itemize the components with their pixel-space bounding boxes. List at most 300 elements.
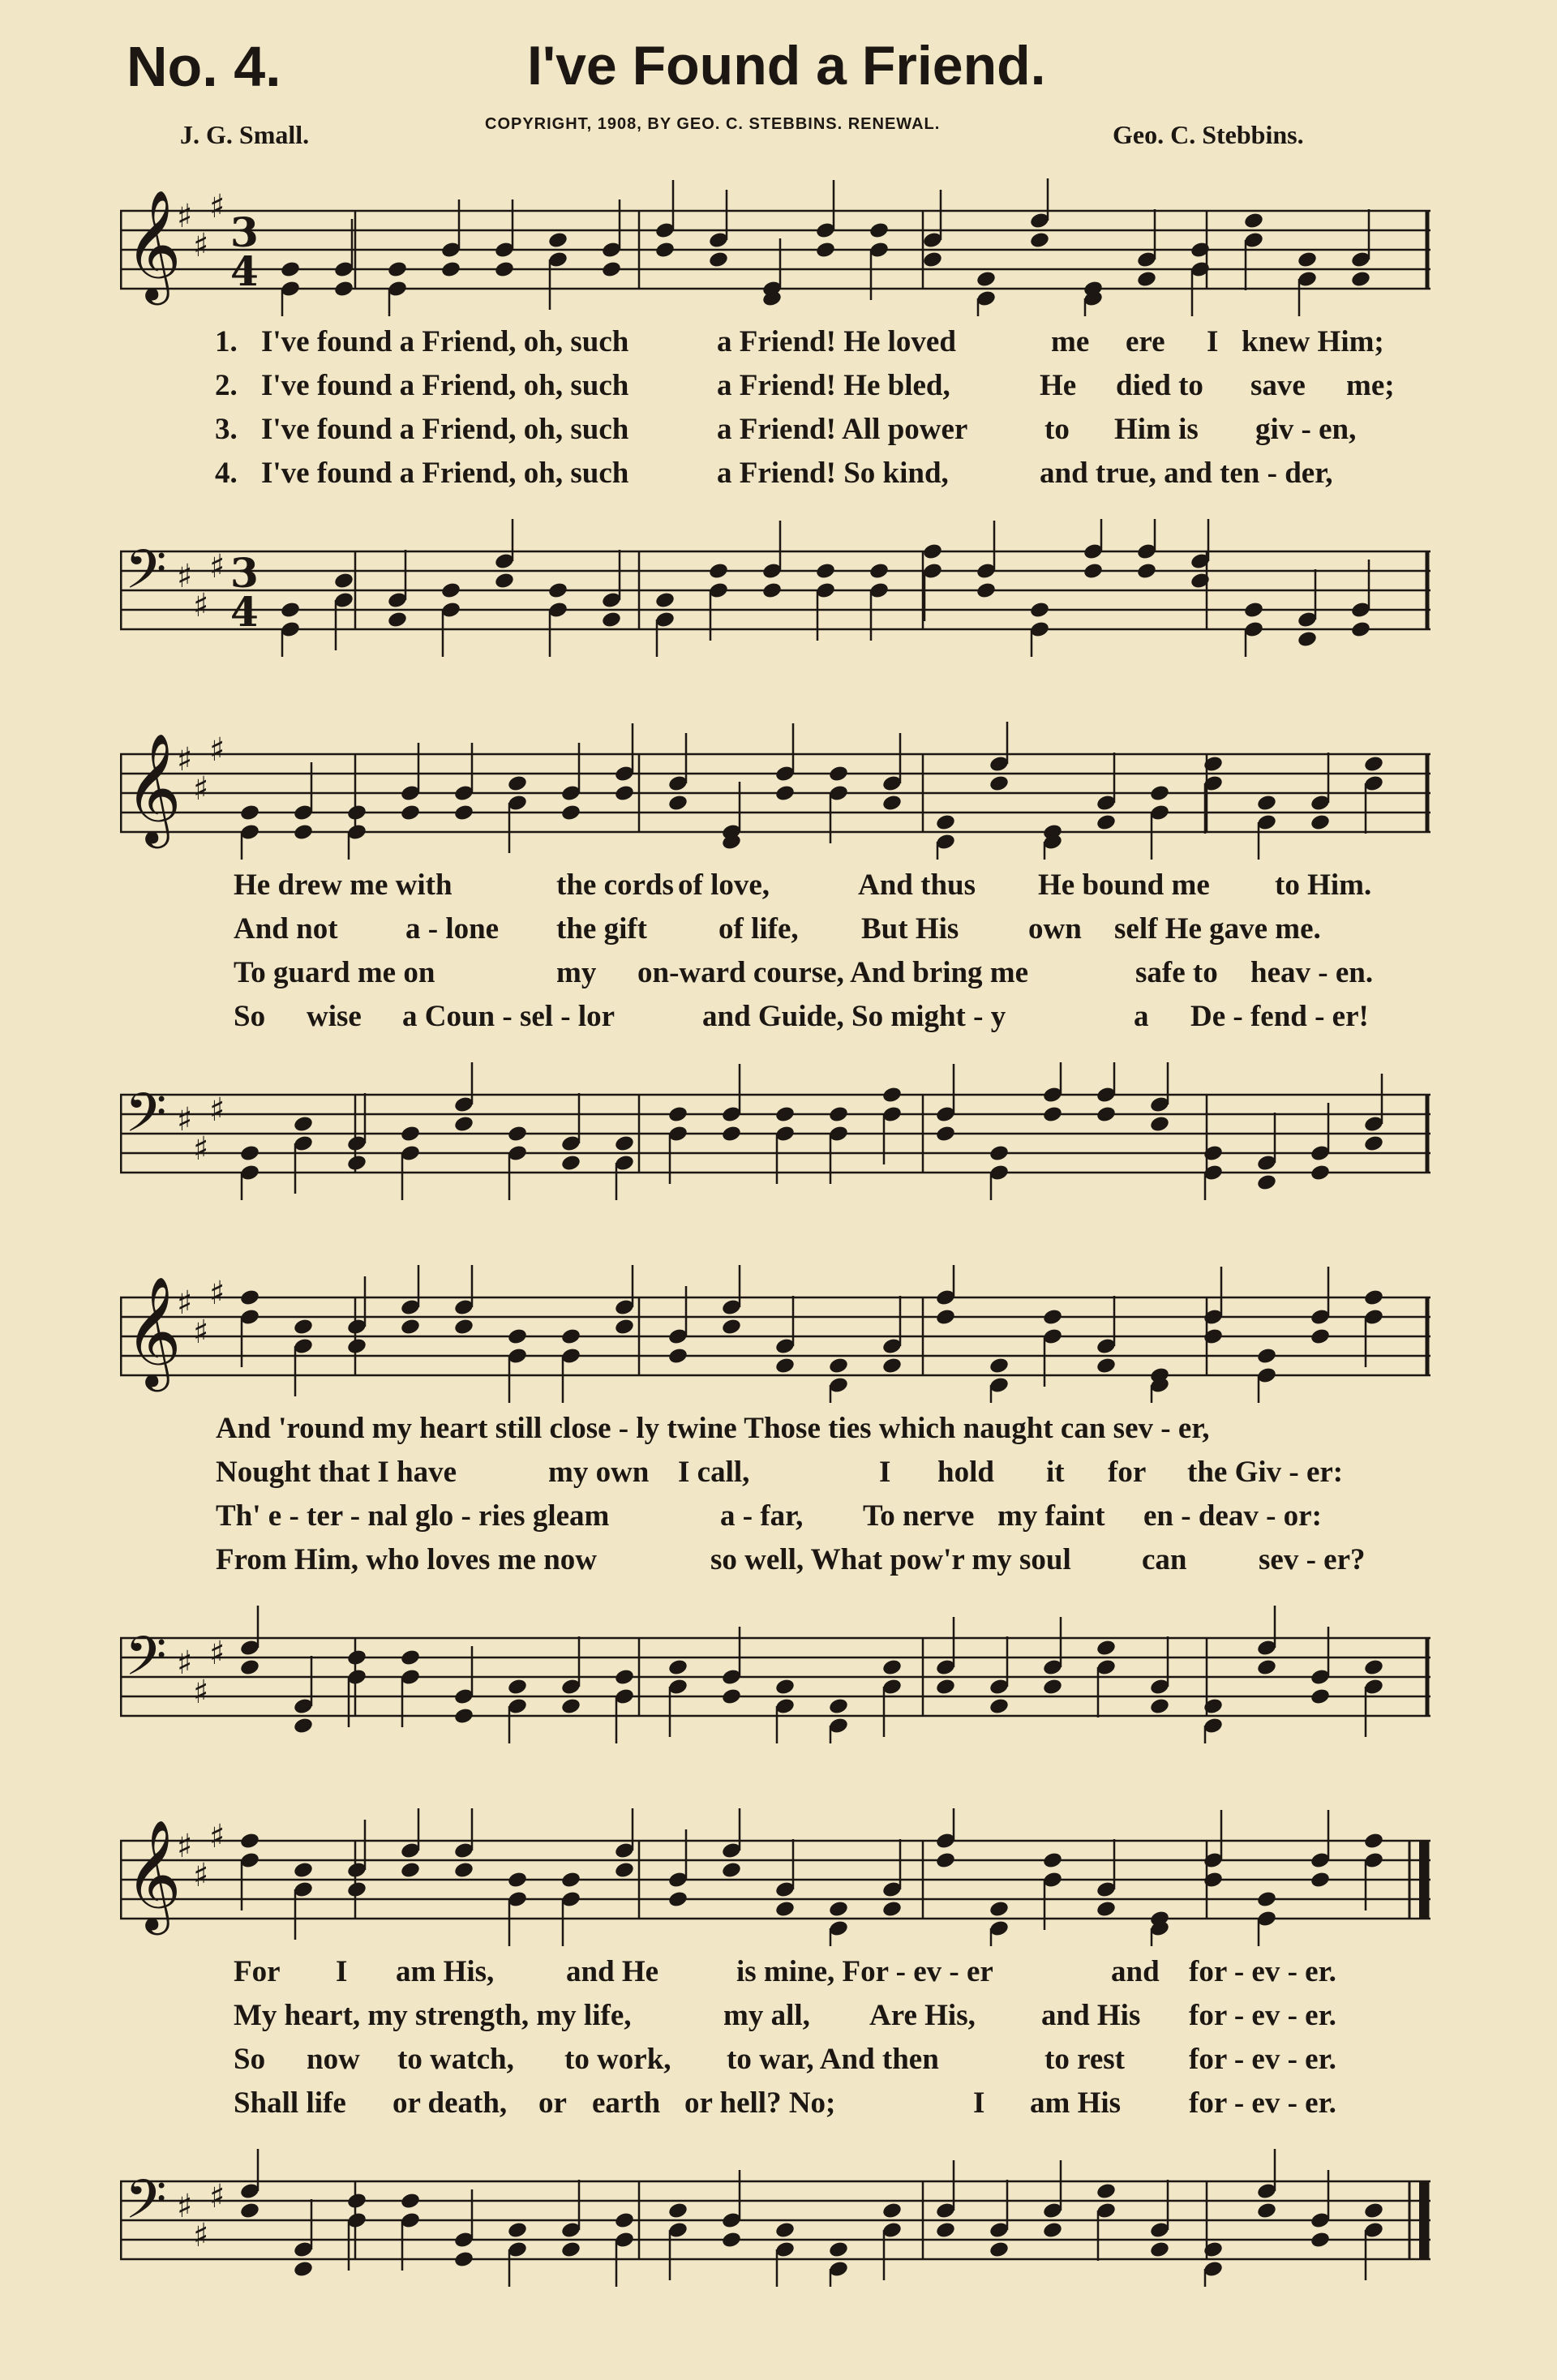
lyric-segment: So — [234, 2043, 266, 2076]
note-head — [828, 1105, 849, 1124]
note-head — [881, 1900, 903, 1919]
note-head — [1310, 1687, 1331, 1706]
note-head — [239, 804, 260, 822]
note-head — [560, 1327, 581, 1346]
bass-staff — [120, 2149, 1430, 2287]
note-head — [400, 2192, 421, 2211]
note-head — [614, 1668, 635, 1687]
lyric-segment: I — [879, 1456, 891, 1489]
lyric-segment: to — [1044, 413, 1070, 446]
note-head — [1310, 1164, 1331, 1182]
note-head — [614, 2211, 635, 2230]
lyric-segment: From Him, who loves me now — [216, 1543, 597, 1576]
lyric-segment: I — [973, 2086, 985, 2120]
note-head — [708, 562, 729, 581]
lyric-segment: a Coun - sel - lor — [402, 1000, 616, 1033]
note-head — [881, 2202, 903, 2220]
note-head — [333, 280, 354, 298]
lyric-segment: And not — [234, 912, 338, 946]
note-head — [989, 1900, 1010, 1919]
sharp-icon: ♯ — [193, 770, 209, 808]
note-head — [935, 2221, 956, 2240]
note-head — [1042, 1105, 1063, 1124]
note-head — [614, 1318, 635, 1336]
lyric-segment: For — [234, 1955, 281, 1988]
lyric-segment: and Guide, So might - y — [702, 1000, 1006, 1033]
verse-line-2 — [0, 368, 1557, 409]
note-head — [601, 611, 622, 629]
lyric-segment: a Friend! So kind, — [717, 457, 949, 490]
note-head — [989, 2241, 1010, 2259]
verse-line-3 — [0, 412, 1557, 452]
lyric-segment: of life, — [718, 912, 799, 946]
note-head — [494, 260, 515, 279]
note-head — [1350, 270, 1371, 289]
note-head — [1256, 1658, 1277, 1677]
note-head — [1256, 794, 1277, 813]
note-head — [440, 260, 461, 279]
lyric-segment: earth — [592, 2086, 661, 2120]
note-head — [654, 591, 676, 610]
note-head — [881, 1357, 903, 1375]
sharp-icon: ♯ — [209, 2178, 225, 2215]
note-head — [560, 2241, 581, 2259]
note-head — [1256, 1347, 1277, 1366]
note-head — [774, 1900, 796, 1919]
note-head — [400, 1861, 421, 1880]
verse-line-4 — [0, 2086, 1557, 2126]
bass-staff — [120, 519, 1430, 657]
note-head — [507, 2221, 528, 2240]
lyric-segment: knew Him; — [1242, 325, 1384, 358]
lyric-segment: my faint — [997, 1499, 1105, 1533]
verse-line-2 — [0, 1455, 1557, 1495]
lyric-segment: He drew me with — [234, 868, 453, 902]
note-head — [667, 2202, 688, 2220]
lyric-segment: I call, — [678, 1456, 750, 1489]
lyric-segment: the Giv - er: — [1187, 1456, 1344, 1489]
note-head — [774, 1678, 796, 1696]
lyric-segment: to watch, — [397, 2043, 514, 2076]
verse-line-3 — [0, 2042, 1557, 2082]
note-head — [1029, 231, 1050, 250]
sharp-icon: ♯ — [177, 1101, 193, 1139]
lyric-segment: self He gave me. — [1114, 912, 1321, 946]
note-head — [400, 1125, 421, 1143]
verse-line-1 — [0, 1411, 1557, 1452]
treble-staff — [120, 722, 1430, 860]
lyric-segment: en - deav - or: — [1143, 1499, 1322, 1533]
time-signature-top: 3 — [230, 208, 259, 256]
note-head — [815, 241, 836, 259]
note-head — [1256, 1173, 1277, 1192]
note-head — [1310, 1327, 1331, 1346]
lyric-segment: can — [1142, 1543, 1187, 1576]
note-head — [828, 1697, 849, 1716]
treble-clef-icon: 𝄞 — [125, 188, 182, 300]
lyric-segment: And 'round my heart still close - ly twine Those ties which naught can sev - er, — [216, 1412, 1210, 1445]
note-head — [239, 1658, 260, 1677]
note-head — [507, 1871, 528, 1889]
staff-lines — [120, 722, 1430, 860]
staff-lines — [120, 1606, 1430, 1743]
sharp-icon: ♯ — [177, 2188, 193, 2225]
lyric-segment: save — [1250, 369, 1306, 402]
note-head — [935, 1851, 956, 1870]
note-head — [1083, 562, 1104, 581]
note-head — [1297, 630, 1318, 649]
treble-staff — [120, 178, 1430, 316]
note-head — [280, 260, 301, 279]
note-head — [453, 2250, 474, 2269]
treble-clef-icon: 𝄞 — [125, 731, 182, 843]
note-head — [346, 1880, 367, 1899]
composer-credit: Geo. C. Stebbins. — [1113, 120, 1304, 149]
sharp-icon: ♯ — [193, 2217, 209, 2254]
lyric-segment: So — [234, 1000, 266, 1033]
note-head — [453, 1861, 474, 1880]
note-head — [1243, 212, 1264, 230]
note-head — [976, 581, 997, 600]
lyric-segment: But His — [861, 912, 959, 946]
note-head — [989, 1357, 1010, 1375]
note-head — [1042, 1308, 1063, 1327]
staff-lines — [120, 519, 1430, 657]
note-head — [440, 581, 461, 600]
lyric-segment: on-ward course, And bring me — [637, 956, 1029, 989]
bass-clef-icon: 𝄢 — [125, 1625, 167, 1700]
note-head — [453, 1115, 474, 1134]
note-head — [935, 1678, 956, 1696]
note-head — [280, 601, 301, 620]
note-head — [1029, 601, 1050, 620]
treble-staff — [120, 1808, 1430, 1946]
note-head — [1149, 1115, 1170, 1134]
note-head — [869, 562, 890, 581]
bass-staff — [120, 1606, 1430, 1743]
bass-staff — [120, 1062, 1430, 1200]
note-head — [708, 251, 729, 269]
final-bar-line — [1419, 2181, 1429, 2259]
lyric-segment: am His — [1030, 2086, 1122, 2120]
note-head — [1042, 2221, 1063, 2240]
note-head — [1363, 1658, 1384, 1677]
verse-line-4 — [0, 1542, 1557, 1583]
note-head — [293, 1861, 314, 1880]
note-head — [1149, 2241, 1170, 2259]
note-head — [239, 2202, 260, 2220]
verse-line-1 — [0, 1954, 1557, 1995]
verse-number: 4. — [215, 457, 238, 490]
note-head — [400, 1318, 421, 1336]
lyric-segment: it — [1046, 1456, 1065, 1489]
sharp-icon: ♯ — [177, 1828, 193, 1865]
verse-line-4 — [0, 456, 1557, 496]
note-head — [989, 774, 1010, 793]
note-head — [346, 1154, 367, 1173]
note-head — [667, 1890, 688, 1909]
note-head — [333, 572, 354, 590]
note-head — [547, 231, 568, 250]
lyric-segment: me — [1051, 325, 1090, 358]
lyric-segment: and true, and ten - der, — [1040, 457, 1333, 490]
note-head — [387, 611, 408, 629]
note-head — [560, 1871, 581, 1889]
note-head — [922, 542, 943, 561]
note-head — [1256, 2202, 1277, 2220]
staff-lines — [120, 2149, 1430, 2287]
sharp-icon: ♯ — [209, 188, 225, 225]
note-head — [828, 765, 849, 783]
sharp-icon: ♯ — [193, 1130, 209, 1168]
note-head — [721, 1125, 742, 1143]
lyric-segment: so well, What pow'r my soul — [710, 1543, 1071, 1576]
lyric-segment: the gift — [556, 912, 647, 946]
lyric-segment: now — [307, 2043, 360, 2076]
lyric-segment: Nought that I have — [216, 1456, 457, 1489]
note-head — [721, 1861, 742, 1880]
note-head — [507, 1327, 528, 1346]
note-head — [881, 1658, 903, 1677]
sharp-icon: ♯ — [193, 587, 209, 624]
verse-number: 3. — [215, 413, 238, 446]
note-head — [239, 1144, 260, 1163]
note-head — [721, 2231, 742, 2249]
sharp-icon: ♯ — [209, 1818, 225, 1855]
bass-clef-icon: 𝄢 — [125, 1082, 167, 1157]
lyric-segment: To guard me on — [234, 956, 435, 989]
verse-line-2 — [0, 1998, 1557, 2039]
lyric-segment: to work, — [564, 2043, 671, 2076]
note-head — [1096, 1639, 1117, 1657]
sharp-icon: ♯ — [193, 227, 209, 264]
verse-line-1 — [0, 868, 1557, 908]
lyric-segment: He bound me — [1038, 868, 1210, 902]
sharp-icon: ♯ — [177, 1645, 193, 1682]
lyric-segment: for - ev - er. — [1189, 2086, 1336, 2120]
sharp-icon: ♯ — [193, 1314, 209, 1351]
lyric-segment: And thus — [858, 868, 976, 902]
lyric-segment: my own — [548, 1456, 650, 1489]
note-head — [614, 784, 635, 803]
lyric-segment: I've found a Friend, oh, such — [261, 457, 629, 490]
verse-line-3 — [0, 955, 1557, 996]
lyric-segment: to rest — [1044, 2043, 1125, 2076]
sharp-icon: ♯ — [209, 1275, 225, 1312]
note-head — [1350, 620, 1371, 639]
note-head — [400, 1649, 421, 1667]
lyric-segment: for — [1108, 1456, 1147, 1489]
note-head — [935, 1308, 956, 1327]
note-head — [881, 794, 903, 813]
lyric-segment: Th' e - ter - nal glo - ries gleam — [216, 1499, 610, 1533]
lyric-segment: and — [1111, 1955, 1160, 1988]
note-head — [239, 1832, 260, 1850]
lyric-segment: wise — [307, 1000, 362, 1033]
lyric-segment: a — [1134, 1000, 1149, 1033]
note-head — [1363, 1134, 1384, 1153]
note-head — [989, 1144, 1010, 1163]
note-head — [667, 794, 688, 813]
note-head — [869, 221, 890, 240]
note-head — [774, 2221, 796, 2240]
verse-line-3 — [0, 1499, 1557, 1539]
note-head — [1096, 813, 1117, 832]
bass-clef-icon: 𝄢 — [125, 2168, 167, 2244]
lyric-segment: I've found a Friend, oh, such — [261, 413, 629, 446]
lyric-segment: a - lone — [405, 912, 500, 946]
treble-clef-icon: 𝄞 — [125, 1818, 182, 1930]
note-head — [346, 1649, 367, 1667]
staff-lines — [120, 178, 1430, 316]
lyric-segment: and He — [566, 1955, 659, 1988]
final-bar-line — [1419, 1841, 1429, 1919]
lyric-segment: me; — [1346, 369, 1395, 402]
bass-clef-icon: 𝄢 — [125, 538, 167, 614]
note-head — [239, 1289, 260, 1307]
note-head — [922, 251, 943, 269]
note-head — [721, 1687, 742, 1706]
note-head — [1149, 1697, 1170, 1716]
note-head — [293, 1717, 314, 1735]
note-head — [1363, 2202, 1384, 2220]
note-head — [976, 270, 997, 289]
lyric-segment: or — [538, 2086, 567, 2120]
lyric-segment: and His — [1041, 1999, 1141, 2032]
note-head — [828, 1900, 849, 1919]
note-head — [453, 1707, 474, 1726]
lyric-segment: Are His, — [869, 1999, 976, 2032]
note-head — [774, 1105, 796, 1124]
lyric-segment: or death, — [392, 2086, 508, 2120]
lyric-segment: a Friend! He loved — [717, 325, 956, 358]
note-head — [560, 1154, 581, 1173]
copyright-notice: COPYRIGHT, 1908, BY GEO. C. STEBBINS. RENEWAL. — [485, 115, 941, 133]
lyric-segment: I — [336, 1955, 348, 1988]
lyric-segment: to war, And then — [727, 2043, 939, 2076]
note-head — [1096, 1357, 1117, 1375]
note-head — [935, 1125, 956, 1143]
lyric-segment: safe to — [1135, 956, 1218, 989]
note-head — [1363, 1289, 1384, 1307]
note-head — [614, 1861, 635, 1880]
time-signature-top: 3 — [230, 549, 259, 597]
note-head — [507, 1125, 528, 1143]
lyric-segment: a Friend! He bled, — [717, 369, 950, 402]
sharp-icon: ♯ — [193, 1674, 209, 1711]
lyric-segment: sev - er? — [1259, 1543, 1366, 1576]
note-head — [387, 260, 408, 279]
note-head — [667, 1105, 688, 1124]
note-head — [1136, 562, 1157, 581]
note-head — [774, 784, 796, 803]
lyric-segment: I — [1207, 325, 1219, 358]
note-head — [547, 581, 568, 600]
note-head — [293, 2260, 314, 2279]
note-head — [400, 804, 421, 822]
lyric-segment: a Friend! All power — [717, 413, 968, 446]
lyric-segment: I've found a Friend, oh, such — [261, 325, 629, 358]
note-head — [1042, 1851, 1063, 1870]
note-head — [507, 774, 528, 793]
note-head — [989, 1697, 1010, 1716]
verse-line-4 — [0, 999, 1557, 1040]
sharp-icon: ♯ — [177, 741, 193, 778]
verse-number: 2. — [215, 369, 238, 402]
note-head — [1149, 784, 1170, 803]
lyric-segment: or hell? No; — [684, 2086, 836, 2120]
note-head — [774, 1357, 796, 1375]
verse-line-1 — [0, 324, 1557, 365]
note-head — [1310, 2231, 1331, 2249]
note-head — [601, 260, 622, 279]
lyric-segment: my all, — [723, 1999, 810, 2032]
note-head — [507, 1678, 528, 1696]
sharp-icon: ♯ — [177, 1284, 193, 1322]
note-head — [667, 1347, 688, 1366]
note-head — [453, 804, 474, 822]
note-head — [346, 1337, 367, 1356]
sharp-icon: ♯ — [209, 1091, 225, 1129]
note-head — [721, 1318, 742, 1336]
note-head — [761, 581, 783, 600]
note-head — [667, 1658, 688, 1677]
note-head — [1136, 270, 1157, 289]
lyric-segment: for - ev - er. — [1189, 2043, 1336, 2076]
verse-line-2 — [0, 911, 1557, 952]
lyric-segment: giv - en, — [1255, 413, 1357, 446]
lyric-segment: to Him. — [1275, 868, 1372, 902]
lyric-segment: the cords — [556, 868, 674, 902]
note-head — [494, 572, 515, 590]
note-head — [935, 813, 956, 832]
lyric-segment: De - fend - er! — [1190, 1000, 1369, 1033]
note-head — [346, 2192, 367, 2211]
note-head — [614, 1134, 635, 1153]
treble-staff — [120, 1265, 1430, 1403]
note-head — [1297, 251, 1318, 269]
note-head — [293, 1115, 314, 1134]
sharp-icon: ♯ — [209, 548, 225, 585]
note-head — [1363, 1832, 1384, 1850]
lyric-segment: heav - en. — [1250, 956, 1374, 989]
note-head — [1096, 1900, 1117, 1919]
staff-lines — [120, 1062, 1430, 1200]
note-head — [1042, 1678, 1063, 1696]
note-head — [1096, 2182, 1117, 2201]
lyric-segment: My heart, my strength, my life, — [234, 1999, 632, 2032]
note-head — [560, 804, 581, 822]
lyric-segment: hold — [937, 1456, 994, 1489]
lyric-segment: my — [556, 956, 597, 989]
note-head — [828, 1357, 849, 1375]
note-head — [881, 1086, 903, 1104]
note-head — [1310, 1871, 1331, 1889]
note-head — [815, 562, 836, 581]
lyric-segment: Him is — [1114, 413, 1199, 446]
lyric-segment: ere — [1126, 325, 1165, 358]
note-head — [560, 1697, 581, 1716]
sharp-icon: ♯ — [209, 1635, 225, 1672]
sharp-icon: ♯ — [177, 558, 193, 595]
note-head — [1243, 601, 1264, 620]
lyric-segment: own — [1028, 912, 1082, 946]
staff-lines — [120, 1808, 1430, 1946]
time-signature-bottom: 4 — [230, 247, 259, 295]
note-head — [654, 241, 676, 259]
note-head — [1363, 755, 1384, 774]
treble-clef-icon: 𝄞 — [125, 1275, 182, 1387]
